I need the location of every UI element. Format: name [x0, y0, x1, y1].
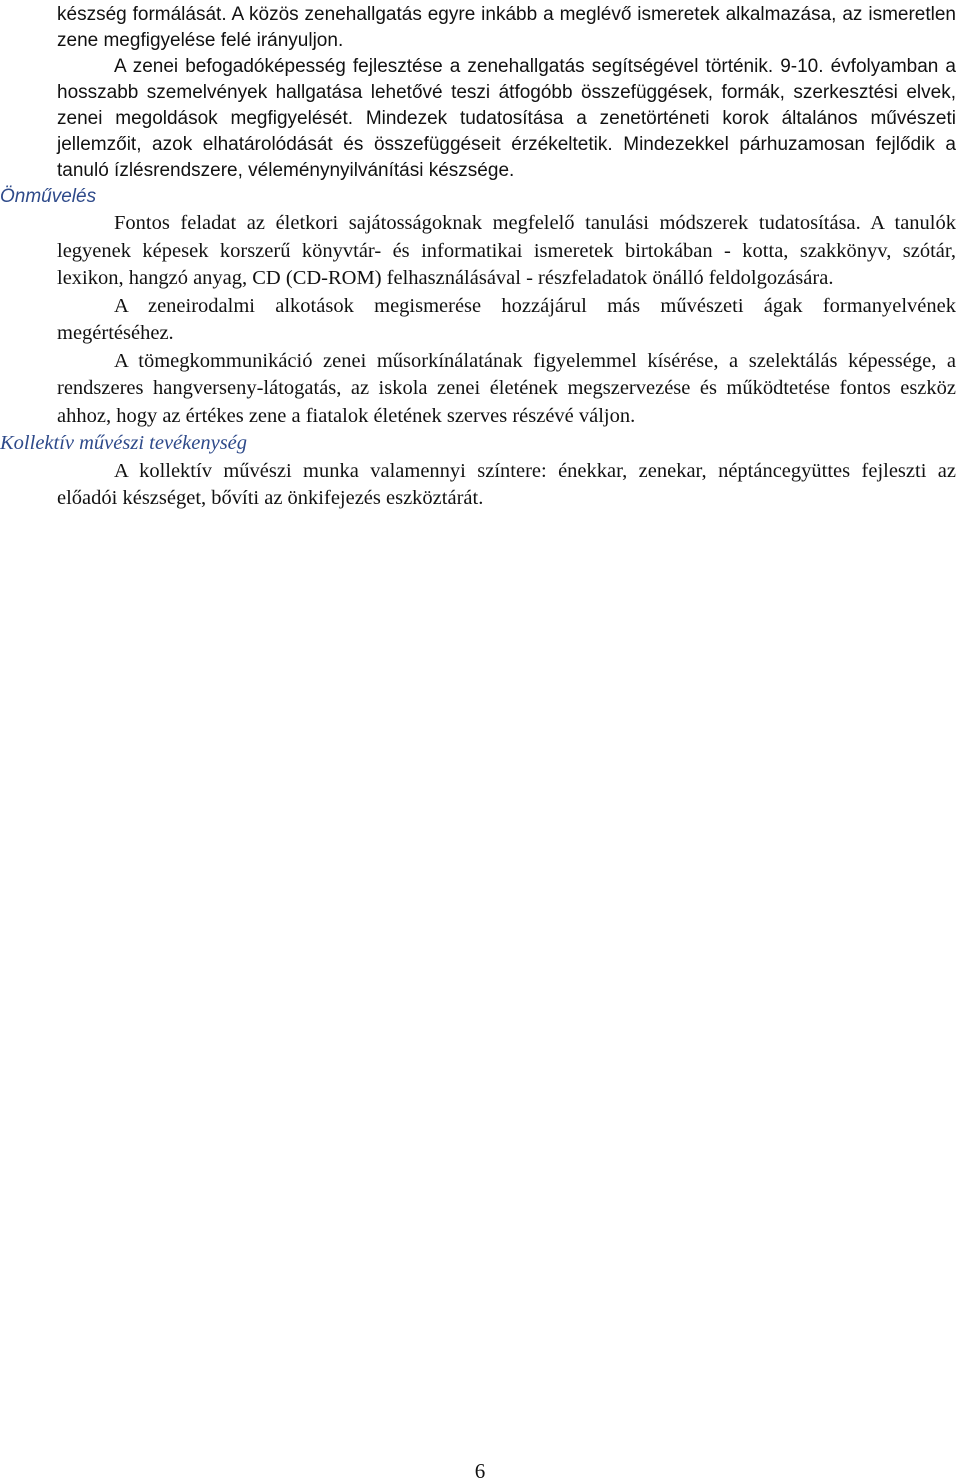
paragraph-befogadokepesseg: A zenei befogadóképesség fejlesztése a zenehallgatás segítségével történik. 9-10. évfolyamban a hosszabb szemelvények hallgatása lehetővé teszi átfogóbb összefüggések, formák, szerkesztési elvek, zenei megoldások megfigyelését. Mindezek tudatosítása a zenetörténeti korok általános művészeti jellemzőit, azok elhatárolódását és összefüggéseit érzékeltetik. Mindezekkel párhuzamosan fejlődik a tanuló ízlésrendszere, véleménynyilvánítási készsége.	[57, 56, 956, 181]
paragraph-kollektiv-munka: A kollektív művészi munka valamennyi színtere: énekkar, zenekar, néptáncegyüttes fejleszti az előadói készséget, bővíti az önkifejezés eszköztárát.	[57, 459, 956, 509]
page-number: 6	[474, 1459, 486, 1483]
paragraph-zeneirodalmi-alkotasok: A zeneirodalmi alkotások megismerése hozzájárul más művészeti ágak formanyelvének megértéséhez.	[57, 294, 956, 344]
paragraph-intro: készség formálását. A közös zenehallgatás egyre inkább a meglévő ismeretek alkalmazása, az ismeretlen zene megfigyelése felé irányuljon.	[57, 4, 956, 51]
paragraph-tomegkommunikacio: A tömegkommunikáció zenei műsorkínálatának figyelemmel kísérése, a szelektálás képessége, a rendszeres hangverseny-látogatás, az iskola zenei életének megszervezése és működtetése fontos eszköz ahhoz, hogy az értékes zene a fiatalok életének szerves részévé váljon.	[57, 349, 956, 427]
paragraph-tanulasi-modszerek: Fontos feladat az életkori sajátosságoknak megfelelő tanulási módszerek tudatosítása. A tanulók legyenek képesek korszerű könyvtár- és informatikai ismeretek birtokában - kotta, szakkönyv, szótár, lexikon, hangzó anyag, CD (CD-ROM) felhasználásával - részfeladatok önálló feldolgozására.	[57, 212, 956, 289]
section-heading-onmuveles: Önművelés	[0, 186, 97, 207]
document-page	[0, 0, 956, 513]
section-heading-kollektiv: Kollektív művészi tevékenység	[0, 432, 248, 454]
